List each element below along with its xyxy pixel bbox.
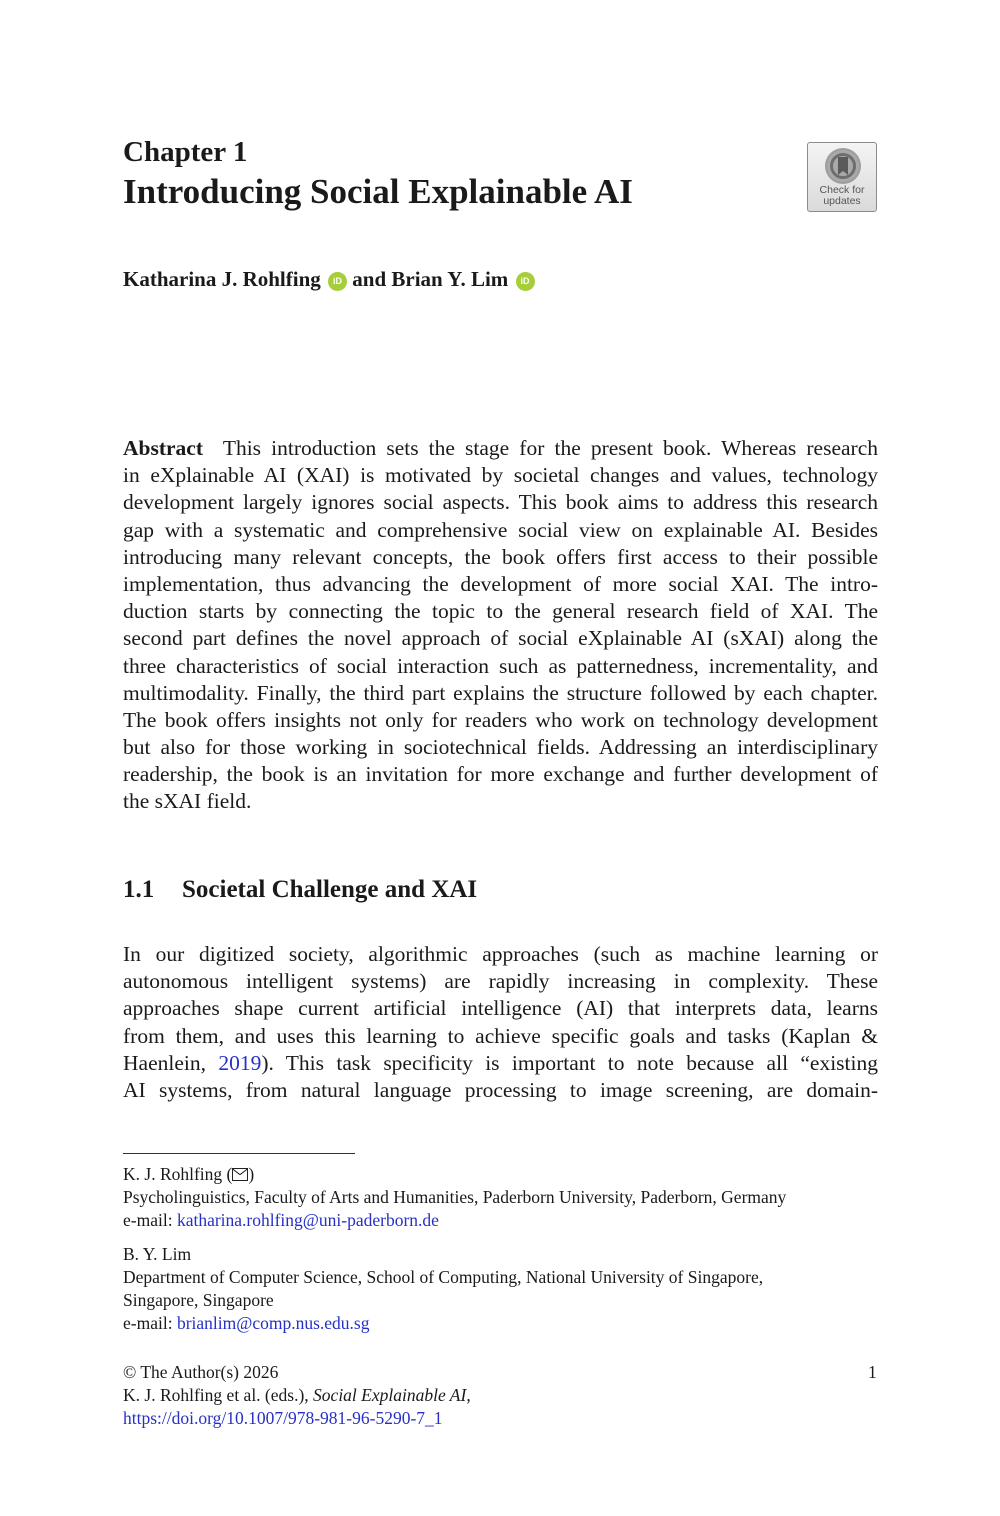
citation-link[interactable]: 2019 (218, 1050, 262, 1075)
check-for-updates-badge[interactable] (807, 142, 877, 212)
section-title: Societal Challenge and XAI (182, 876, 478, 903)
envelope-icon[interactable] (232, 1168, 248, 1181)
orcid-icon[interactable]: iD (328, 272, 347, 291)
email-link-author1[interactable]: katharina.rohlfing@uni-paderborn.de (176, 1210, 439, 1230)
body-line: In our digitized society, algorithmic approaches (such as machine learning or (123, 942, 878, 966)
footnote-author2-email-line: e-mail: brianlim@comp.nus.edu.sg (123, 1313, 370, 1333)
abstract (123, 435, 878, 816)
chapter-title: Introducing Social Explainable AI (123, 172, 633, 211)
abstract-line: Abstract This introduction sets the stage for the present book. Whereas research (123, 436, 878, 460)
abstract-line: The book offers insights not only for readers who work on technology development (123, 707, 878, 732)
doi-link[interactable]: https://doi.org/10.1007/978-981-96-5290-7_1 (123, 1408, 443, 1428)
body-line: Haenlein, 2019). This task specificity is important to note because all “existing (123, 1050, 879, 1075)
abstract-line: second part defines the novel approach of social eXplainable AI (sXAI) along the (123, 626, 878, 651)
footnote-author2-affiliation: Department of Computer Science, School of Computing, National University of Singapore, (123, 1267, 764, 1287)
badge-line1: Check for (819, 184, 865, 196)
author-conjunction: and (352, 267, 387, 291)
footnote-divider (123, 1153, 355, 1154)
section-number: 1.1 (123, 876, 155, 903)
abstract-line: the sXAI field. (123, 789, 252, 814)
abstract-line: readership, the book is an invitation for more exchange and further development of (123, 762, 878, 787)
bookmark-icon (825, 148, 861, 184)
abstract-line: introducing many relevant concepts, the book offers first access to their possible (123, 544, 878, 569)
abstract-line: implementation, thus advancing the development of more social XAI. The intro- (123, 571, 878, 596)
footnote-author1-email-line: e-mail: katharina.rohlfing@uni-paderborn.de (123, 1210, 439, 1230)
author-name-2: Brian Y. Lim (391, 267, 509, 291)
abstract-line: gap with a systematic and comprehensive social view on explainable AI. Besides (123, 517, 878, 542)
book-title: Social Explainable AI (313, 1385, 467, 1405)
footnote-author1-affiliation: Psycholinguistics, Faculty of Arts and Humanities, Paderborn University, Paderborn, Germany (123, 1187, 787, 1207)
abstract-line: three characteristics of social interaction such as patternedness, incrementality, and (123, 653, 878, 678)
chapter-label: Chapter 1 (123, 136, 248, 168)
body-line: AI systems, from natural language processing to image screening, are domain- (123, 1077, 878, 1102)
page-number: 1 (868, 1362, 877, 1382)
abstract-line: development largely ignores social aspects. This book aims to address this research (123, 490, 878, 515)
footnote-author2-affiliation-cont: Singapore, Singapore (123, 1290, 274, 1310)
footnote-author1-name: K. J. Rohlfing ( ) (123, 1164, 255, 1184)
author-name-1: Katharina J. Rohlfing (123, 267, 321, 291)
abstract-label: Abstract (123, 436, 204, 460)
body-line: autonomous intelligent systems) are rapidly increasing in complexity. These (123, 969, 878, 994)
citation-line: K. J. Rohlfing et al. (eds.), Social Explainable AI, (123, 1385, 471, 1405)
abstract-line: in eXplainable AI (XAI) is motivated by societal changes and values, technology (123, 463, 878, 488)
abstract-line: but also for those working in sociotechnical fields. Addressing an interdisciplinary (123, 735, 878, 760)
abstract-line: multimodality. Finally, the third part explains the structure followed by each chapter. (123, 680, 878, 705)
badge-line2: updates (823, 194, 861, 207)
email-link-author2[interactable]: brianlim@comp.nus.edu.sg (176, 1313, 370, 1333)
footnote-author2-name: B. Y. Lim (123, 1244, 192, 1264)
body-paragraph (123, 941, 878, 1104)
body-line: approaches shape current artificial intelligence (AI) that interprets data, learns (123, 996, 878, 1021)
orcid-icon[interactable]: iD (516, 272, 535, 291)
section-heading (123, 874, 477, 906)
copyright-line: © The Author(s) 2026 (123, 1362, 279, 1382)
abstract-line: duction starts by connecting the topic to the general research field of XAI. The (123, 599, 878, 624)
body-line: from them, and uses this learning to achieve specific goals and tasks (Kaplan & (123, 1023, 878, 1048)
author-line (123, 265, 535, 293)
